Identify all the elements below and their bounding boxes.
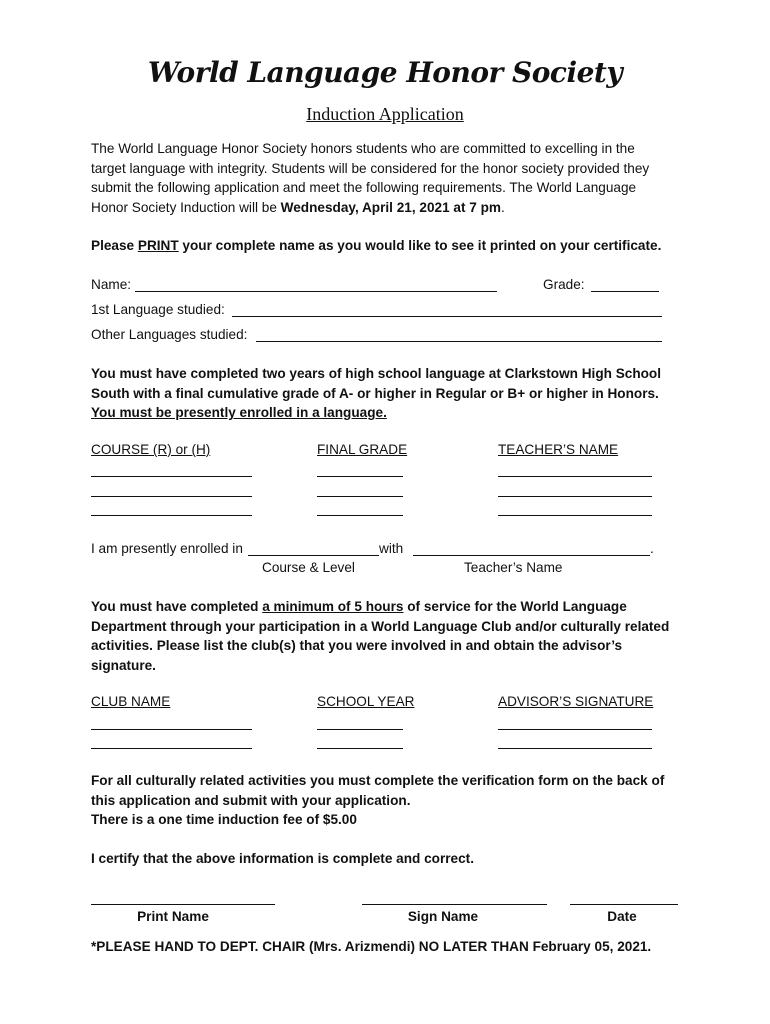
course-level-caption: Course & Level	[262, 560, 355, 575]
course-field-1[interactable]	[91, 476, 252, 477]
other-languages-field[interactable]	[256, 341, 662, 342]
grade-label: Grade:	[543, 277, 585, 292]
page-subtitle: Induction Application	[306, 104, 464, 124]
teacher-name-field-3[interactable]	[498, 515, 652, 516]
advisor-signature-header: ADVISOR’S SIGNATURE	[498, 694, 654, 709]
verification-line-1: For all culturally related activities you must complete the verification form on the back of	[91, 773, 665, 788]
name-field[interactable]	[135, 291, 497, 292]
print-instruction-after: your complete name as you would like to see it printed on your certificate.	[178, 238, 662, 253]
requirement-2-line-4: signature.	[91, 657, 156, 673]
intro-last-suffix: .	[501, 199, 505, 215]
deadline-note: *PLEASE HAND TO DEPT. CHAIR (Mrs. Arizmendi) NO LATER THAN February 05, 2021.	[91, 939, 652, 954]
club-name-field-2[interactable]	[91, 748, 252, 749]
verification-note	[91, 771, 664, 830]
date-label: Date	[607, 909, 637, 924]
other-languages-label: Other Languages studied:	[91, 327, 248, 342]
school-year-header: SCHOOL YEAR	[317, 694, 415, 709]
enrolled-teacher-field[interactable]	[413, 555, 650, 556]
requirement-1	[91, 364, 661, 423]
minimum-hours: a minimum of 5 hours	[262, 599, 404, 614]
print-name-field[interactable]	[91, 904, 275, 905]
requirement-1-line-1: You must have completed two years of high school language at Clarkstown High School	[91, 366, 662, 381]
school-year-field-1[interactable]	[317, 729, 403, 730]
enrolled-course-field[interactable]	[248, 555, 379, 556]
intro-last-prefix: Honor Society Induction will be	[91, 199, 281, 215]
requirement-2	[91, 597, 669, 675]
date-field[interactable]	[570, 904, 678, 905]
requirement-2-line-3: activities. Please list the club(s) that you were involved in and obtain the advisor’s	[91, 638, 623, 653]
enrolled-suffix: .	[650, 541, 654, 556]
teacher-name-field-2[interactable]	[498, 496, 652, 497]
print-word: PRINT	[137, 238, 179, 253]
enrolled-with: with	[379, 541, 404, 556]
print-instruction	[91, 236, 661, 256]
club-name-header: CLUB NAME	[91, 694, 171, 709]
advisor-signature-field-1[interactable]	[498, 729, 652, 730]
requirement-2-line-2: Department through your participation in a World Language Club and/or culturally related	[91, 618, 670, 634]
requirement-1-line-3: You must be presently enrolled in a language.	[91, 405, 387, 420]
teacher-name-caption: Teacher’s Name	[464, 560, 563, 575]
intro-line-2: target language with integrity. Students will be considered for the honor society provided they	[91, 160, 650, 176]
course-header: COURSE (R) or (H)	[91, 442, 211, 457]
print-name-label: Print Name	[137, 909, 209, 924]
requirement-1-line-2: South with a final cumulative grade of A- or higher in Regular or B+ or higher in Honors.	[91, 385, 659, 401]
print-instruction-before: Please	[91, 238, 138, 253]
teacher-name-field-1[interactable]	[498, 476, 652, 477]
final-grade-header: FINAL GRADE	[317, 442, 408, 457]
verification-line-2: this application and submit with your application.	[91, 792, 411, 808]
final-grade-field-3[interactable]	[317, 515, 403, 516]
enrolled-prefix: I am presently enrolled in	[91, 541, 243, 556]
requirement-2-before: You must have completed	[91, 599, 263, 614]
certify-statement: I certify that the above information is complete and correct.	[91, 851, 474, 866]
club-name-field-1[interactable]	[91, 729, 252, 730]
final-grade-field-1[interactable]	[317, 476, 403, 477]
induction-date: Wednesday, April 21, 2021 at 7 pm	[280, 199, 502, 215]
name-label: Name:	[91, 277, 132, 292]
course-field-2[interactable]	[91, 496, 252, 497]
final-grade-field-2[interactable]	[317, 496, 403, 497]
sign-name-label: Sign Name	[407, 909, 479, 924]
course-field-3[interactable]	[91, 515, 252, 516]
requirement-2-line-1	[91, 597, 669, 617]
intro-line-4	[91, 198, 649, 218]
first-language-field[interactable]	[232, 316, 662, 317]
induction-fee: There is a one time induction fee of $5.00	[91, 812, 357, 827]
sign-name-field[interactable]	[362, 904, 547, 905]
first-language-label: 1st Language studied:	[91, 302, 225, 317]
grade-field[interactable]	[591, 291, 659, 292]
intro-line-3: submit the following application and meet the following requirements. The World Language	[91, 180, 637, 195]
teacher-name-header: TEACHER’S NAME	[498, 442, 619, 457]
page-title: World Language Honor Society	[147, 56, 623, 89]
advisor-signature-field-2[interactable]	[498, 748, 652, 749]
intro-line-1: The World Language Honor Society honors students who are committed to excelling in the	[91, 141, 635, 156]
school-year-field-2[interactable]	[317, 748, 403, 749]
intro-paragraph	[91, 139, 649, 217]
requirement-2-after: of service for the World Language	[403, 599, 627, 614]
